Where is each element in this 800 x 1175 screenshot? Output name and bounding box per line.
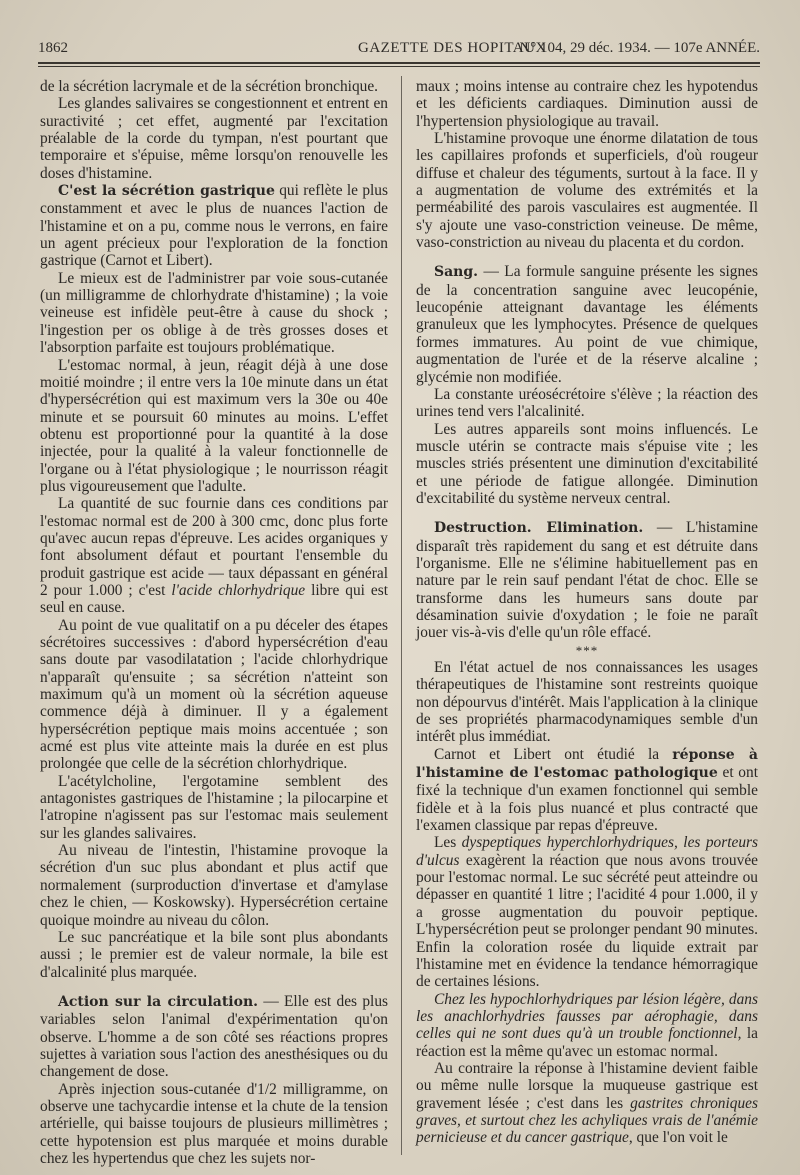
paragraph: L'estomac normal, à jeun, réagit déjà à une dose moitié moindre ; il entre vers la 10e minute dans un état d'hypersécrétion qui est maximum vers la 30e ou 40e minute et se poursuit 60 minutes au moins. L'effet obtenu est proportionné pour la quantité à la dose injectée, pour la qualité à la valeur fonctionnelle de l'organe ou à l'état physiologique ; le nourrisson réagit plus vigoureusement que l'adulte. [40,356,388,495]
paragraph-text: Les [434,834,462,852]
section-heading: Destruction. Elimination. [434,520,644,537]
paragraph-text: , la réaction est la même qu'avec un estomac normal. [416,1025,758,1060]
paragraph: Au point de vue qualitatif on a pu déceler des étapes sécrétoires successives : d'abord hypersécrétion d'eau sans doute par vasodilatation ; l'acide chlorhydrique n'apparaît qu'ensuite ; sa sécrétion n'atteint son maximum qu'à un moment où la sécrétion aqueuse commence déjà à diminuer. Il y a également hypersécrétion peptique mais moins accentuée ; son acmé est plus vite atteinte mais la durée en est plus prolongée que celle de la sécrétion chlorhydrique. [40,616,388,773]
paragraph [416,263,758,385]
paragraph [40,993,388,1081]
paragraph-text: — L'histamine disparaît très rapidement du sang et est détruite dans l'organisme. Elle ne s'élimine habituellement pas en nature par le rein sauf pendant l'état de choc. Elle se transforme dans les humeurs sans doute par désamination suivie d'oxydation ; le foie ne paraît jouer vis-à-vis d'elle qu'un rôle effacé. [416,519,759,642]
paragraph-text: exagèrent la réaction que nous avons trouvée pour l'estomac normal. Le suc sécrété peut atteindre ou dépasser en quantité 1 litre ; l'acidité 4 pour 1.000, il y a grosse augmentation du pouvoir peptique. L'hypersécrétion peut se prolonger pendant 90 minutes. Enfin la coloration rosée du liquide extrait par l'histamine met en évidence la tendance hémorragique de certaines lésions. [416,851,758,991]
paragraph: En l'état actuel de nos connaissances les usages thérapeutiques de l'histamine sont restreints quoique non dépourvus d'intérêt. Mais l'application à la clinique de ses propriétés pharmacodynamiques semble d'un intérêt plus immédiat. [416,659,758,746]
paragraph [416,746,758,835]
paragraph-text: libre qui est seul en cause. [40,581,388,617]
paragraph: Le mieux est de l'administrer par voie sous-cutanée (un milligramme de chlorhydrate d'histamine) ; la voie veineuse est infidèle peut-être à cause du shock ; l'ingestion per os oblige à de très grosses doses et l'absorption parfaite est toujours problématique. [40,269,388,357]
paragraph: Au niveau de l'intestin, l'histamine provoque la sécrétion d'un suc plus abondant et plus actif que normalement (surproduction d'invertase et d'amylase chez le chien, — Koskowsky). Hypersécrétion certaine quoique moindre au niveau du côlon. [40,842,388,929]
paragraph [416,1060,758,1147]
paragraph: Le suc pancréatique et la bile sont plus abondants aussi ; le premier est de valeur normale, la bile est d'alcalinité plus marquée. [40,928,388,981]
paragraph: Les autres appareils sont moins influencés. Le muscle utérin se contracte mais s'épuise vite ; les muscles striés présentent une diminution d'excitabilité et une période de fatigue allongée. Diminution d'excitabilité du système nerveux central. [416,420,758,507]
left-column [40,78,388,1167]
paragraph: Les glandes salivaires se congestionnent et entrent en suractivité ; cet effet, augmenté par l'excitation préalable de la corde du tympan, n'est pourtant que temporaire et s'épuise, même lorsqu'on renouvelle les doses d'histamine. [40,95,388,182]
paragraph: maux ; moins intense au contraire chez les hypotendus et les déficients cardiaques. Diminution aussi de l'hypertension physiologique au travail. [416,78,758,130]
paragraph: de la sécrétion lacrymale et de la sécrétion bronchique. [40,78,379,95]
paragraph [40,182,388,270]
header-rule-thin [38,66,760,67]
paragraph-text: — Elle est des plus variables selon l'animal d'expérimentation qu'on observe. L'homme a de son côté ses réactions propres sujettes à variation sous l'action des anesthésiques ou du changement de dose. [40,992,389,1081]
italic-term: dyspeptiques hyperchlorhydriques, les porteurs d'ulcus [416,834,758,869]
paragraph-text: Carnot et Libert ont étudié la [434,745,673,763]
run-in-heading: C'est la sécrétion gastrique [58,183,275,200]
section-heading: Action sur la circulation. [58,993,259,1010]
paragraph: L'histamine provoque une énorme dilatation de tous les capillaires profonds et superficiels, d'où rougeur diffuse et chaleur des téguments, surtout à la face. Il y a augmentation de volume des extrémités et la perméabilité des parois vasculaires est augmentée. Il s'y ajoute une vaso-constriction veineuse. De même, vaso-constriction au niveau du placenta et du cordon. [416,130,758,252]
bold-phrase: réponse à l'histamine de l'estomac pathologique [416,746,758,782]
paragraph: La constante uréosécrétoire s'élève ; la réaction des urines tend vers l'alcalinité. [416,385,758,421]
italic-term: l'acide chlorhydrique [171,581,306,599]
section-ornament: *** [575,642,599,658]
paragraph [416,519,758,641]
section-heading: Sang. [434,264,479,281]
italic-term: gastrites chroniques graves, et surtout chez les achyliques vrais de l'anémie pernicieuse et du cancer gastrique [416,1094,758,1147]
paragraph-text: et ont fixé la technique d'un examen fonctionnel qui semble fidèle et à la fois plus nuancé et plus contracté que l'examen classique par repas d'épreuve. [416,764,758,835]
italic-term: Chez les hypochlorhydriques par lésion légère, dans les anachlorhydries fausses par aérophagie, dans celles qui ne sont dues qu'à un trouble fonctionnel [416,990,758,1043]
paragraph [416,834,758,990]
paragraph [40,495,388,616]
issue-info: N° 104, 29 déc. 1934. — 107e ANNÉE. [519,40,760,56]
paragraph: Après injection sous-cutanée d'1/2 milligramme, on observe une tachycardie intense et la chute de la tension artérielle, qui baisse toujours de plusieurs millimètres ; cette hypotension est plus marquée et moins durable chez les hypertendus que chez les sujets nor- [40,1080,388,1167]
paragraph: L'acétylcholine, l'ergotamine semblent des antagonistes gastriques de l'histamine ; la pilocarpine et l'atropine n'agissent pas sur l'estomac mais seulement sur les glandes salivaires. [40,772,388,842]
paragraph [416,991,758,1060]
paragraph-text: , que l'on voit le [628,1129,728,1147]
right-column [416,78,758,1147]
paragraph-text: — La formule sanguine présente les signes de la concentration sanguine avec leucopénie, leucopénie atteignant davantage les éléments granuleux que les lymphocytes. Présence de quelques formes immatures. Au point de vue chimique, augmentation de l'urée et de la réserve alcaline ; glycémie non modifiée. [416,263,758,386]
journal-title: GAZETTE DES HOPITAUX [358,40,547,56]
running-head [38,40,760,62]
paragraph-text: Au contraire la réponse à l'histamine devient faible ou même nulle lorsque la muqueuse gastrique est gravement lésée ; c'est dans les [416,1059,758,1112]
paragraph-text: La quantité de suc fournie dans ces conditions par l'estomac normal est de 200 à 300 cmc, donc plus forte qu'avec aucun repas d'épreuve. Les acides organiques y font absolument défaut et pourtant l'ensemble du produit gastrique est acide — taux dépassant en général 2 pour 1.000 ; c'est [40,495,388,599]
page-number: 1862 [38,40,68,56]
column-divider [401,76,402,1155]
header-rule [38,62,760,64]
paragraph-text: qui reflète le plus constamment et avec le plus de nuances l'action de l'histamine et on a pu, comme nous le verrons, en faire un agent précieux pour l'exploration de la fonction gastrique (Carnot et Libert). [40,182,388,270]
